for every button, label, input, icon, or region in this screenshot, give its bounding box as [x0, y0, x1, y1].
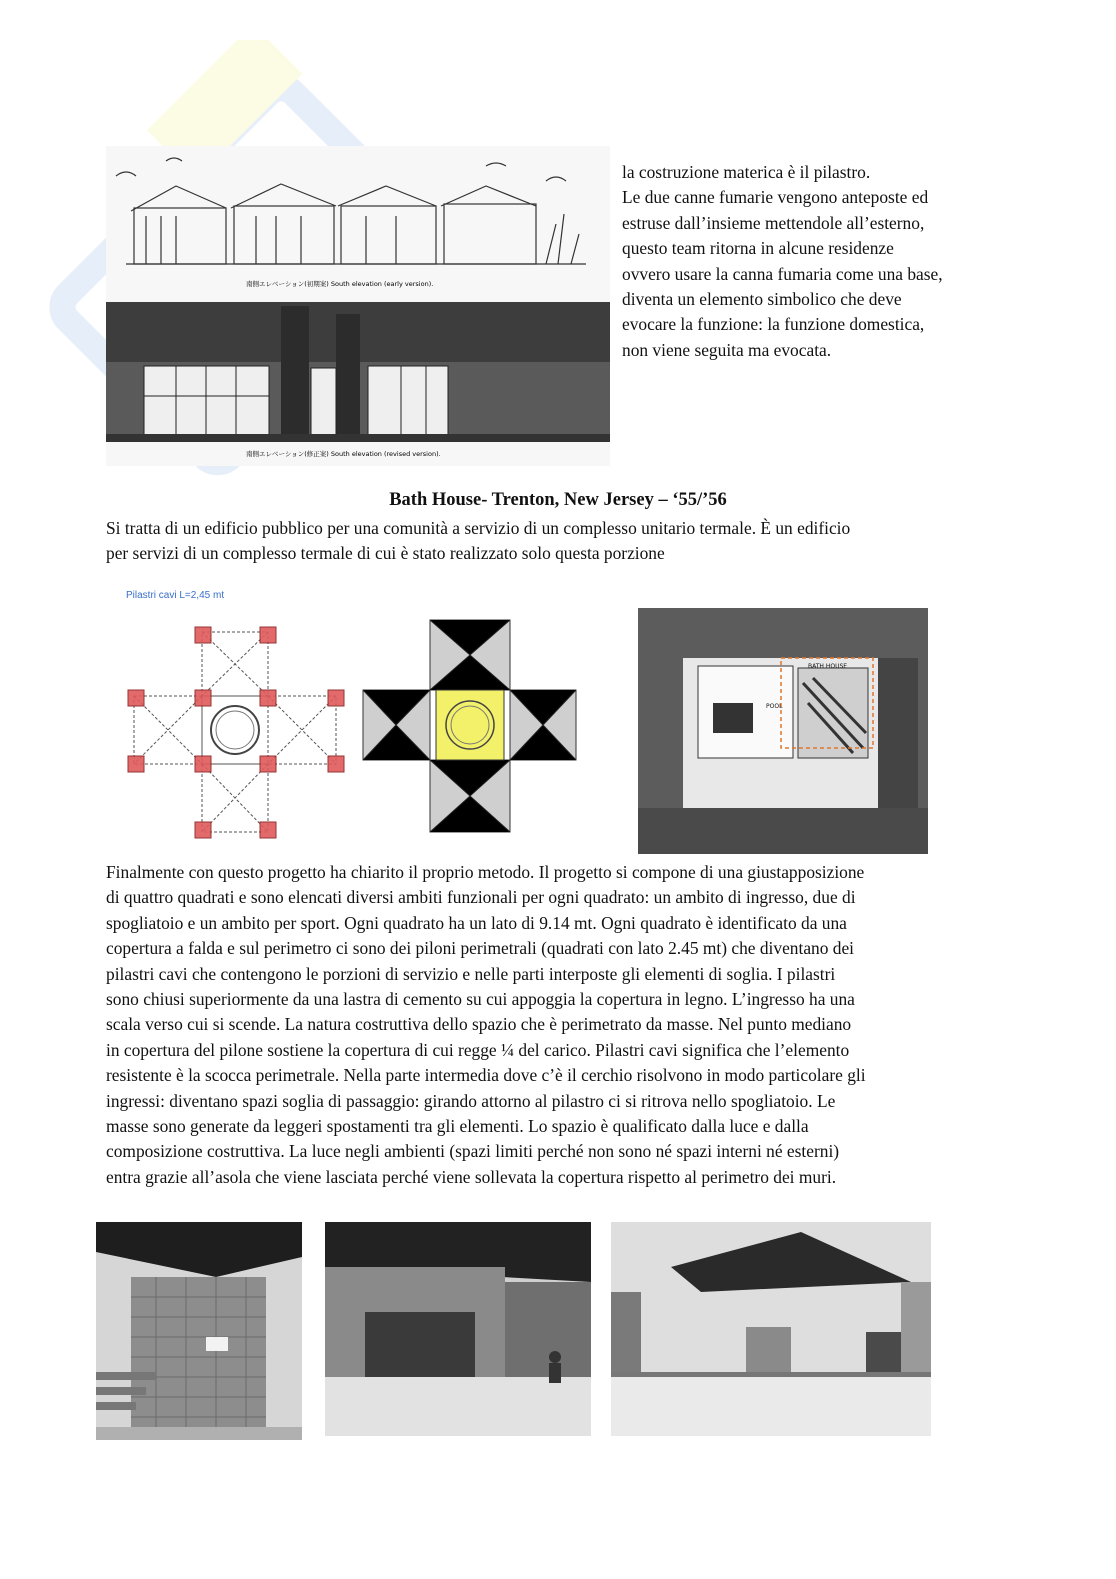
- main-line: copertura a falda e sul perimetro ci sono dei piloni perimetrali (quadrati con lato 2.45 mt) che diventano dei: [106, 938, 855, 959]
- main-line: masse sono generate da leggeri spostamenti tra gli elementi. Lo spazio è qualificato dalla luce e dalla: [106, 1116, 809, 1137]
- main-line: di quattro quadrati e sono elencati diversi ambiti funzionali per ogni quadrato: un ambito di ingresso, due di: [106, 887, 856, 908]
- main-line: ingressi: diventano spazi soglia di passaggio: girando attorno al pilastro ci si ritrova nello spogliatoio. Le: [106, 1090, 836, 1111]
- plan-label: Pilastri cavi L=2,45 mt: [126, 590, 225, 601]
- main-paragraph: [106, 860, 1016, 1190]
- intro-line: per servizi di un complesso termale di cui è stato realizzato solo questa porzione: [106, 543, 665, 564]
- photo-pier-entrance: [96, 1222, 302, 1440]
- top-line: ovvero usare la canna fumaria come una base,: [622, 263, 943, 284]
- main-line: spogliatoio e un ambito per sport. Ogni quadrato ha un lato di 9.14 mt. Ogni quadrato è identificato da una: [106, 912, 847, 933]
- top-line: Le due canne fumarie vengono anteposte ed: [622, 187, 929, 208]
- main-line: scala verso cui si scende. La natura costruttiva dello spazio che è perimetrato da masse. Nel punto mediano: [106, 1014, 852, 1035]
- top-line: non viene seguita ma evocata.: [622, 339, 832, 360]
- top-line: evocare la funzione: la funzione domestica,: [622, 314, 925, 335]
- photo-roof-pavilion: [611, 1222, 931, 1436]
- main-line: pilastri cavi che contengono le porzioni di servizio e nelle parti interposte gli elementi di soglia. I pilastri: [106, 963, 836, 984]
- main-line: sono chiusi superiormente da una lastra di cemento su cui appoggia la copertura in legno. L’ingresso ha una: [106, 989, 855, 1010]
- caption-revised: 南側エレベーション(修正案) South elevation (revised version).: [246, 450, 441, 458]
- caption-early: 南側エレベーション(初期案) South elevation (early version).: [246, 280, 434, 288]
- intro-paragraph: [106, 516, 1026, 567]
- elevation-drawings: [106, 146, 610, 466]
- section-title: Bath House- Trenton, New Jersey – ‘55/’56: [389, 490, 727, 510]
- main-line: composizione costruttiva. La luce negli ambienti (spazi limiti perché non sono né spazi interni né esterni): [106, 1141, 840, 1162]
- plan-drawings: [118, 582, 580, 850]
- photo-courtyard: [325, 1222, 591, 1436]
- main-line: in copertura del pilone sostiene la copertura di cui regge ¼ del carico. Pilastri cavi significa che l’elemento: [106, 1039, 850, 1060]
- intro-line: Si tratta di un edificio pubblico per una comunità a servizio di un complesso unitario termale. È un edificio: [106, 518, 851, 538]
- site-plan: [638, 608, 928, 854]
- bath-house-label: BATH HOUSE: [808, 663, 848, 670]
- pool-label: POOL: [766, 703, 783, 710]
- main-line: resistente è la scocca perimetrale. Nella parte intermedia dove c’è il cerchio risolvono in modo particolare gli: [106, 1065, 866, 1086]
- top-paragraph: [622, 160, 1042, 363]
- top-line: questo team ritorna in alcune residenze: [622, 238, 894, 259]
- main-line: entra grazie all’asola che viene lasciata perché viene sollevata la copertura rispetto al perimetro dei muri.: [106, 1166, 837, 1187]
- top-line: estruse dall’insieme mettendole all’esterno,: [622, 212, 925, 233]
- main-line: Finalmente con questo progetto ha chiarito il proprio metodo. Il progetto si compone di una giustapposizione: [106, 862, 865, 882]
- top-line: la costruzione materica è il pilastro.: [622, 162, 871, 182]
- top-line: diventa un elemento simbolico che deve: [622, 289, 902, 310]
